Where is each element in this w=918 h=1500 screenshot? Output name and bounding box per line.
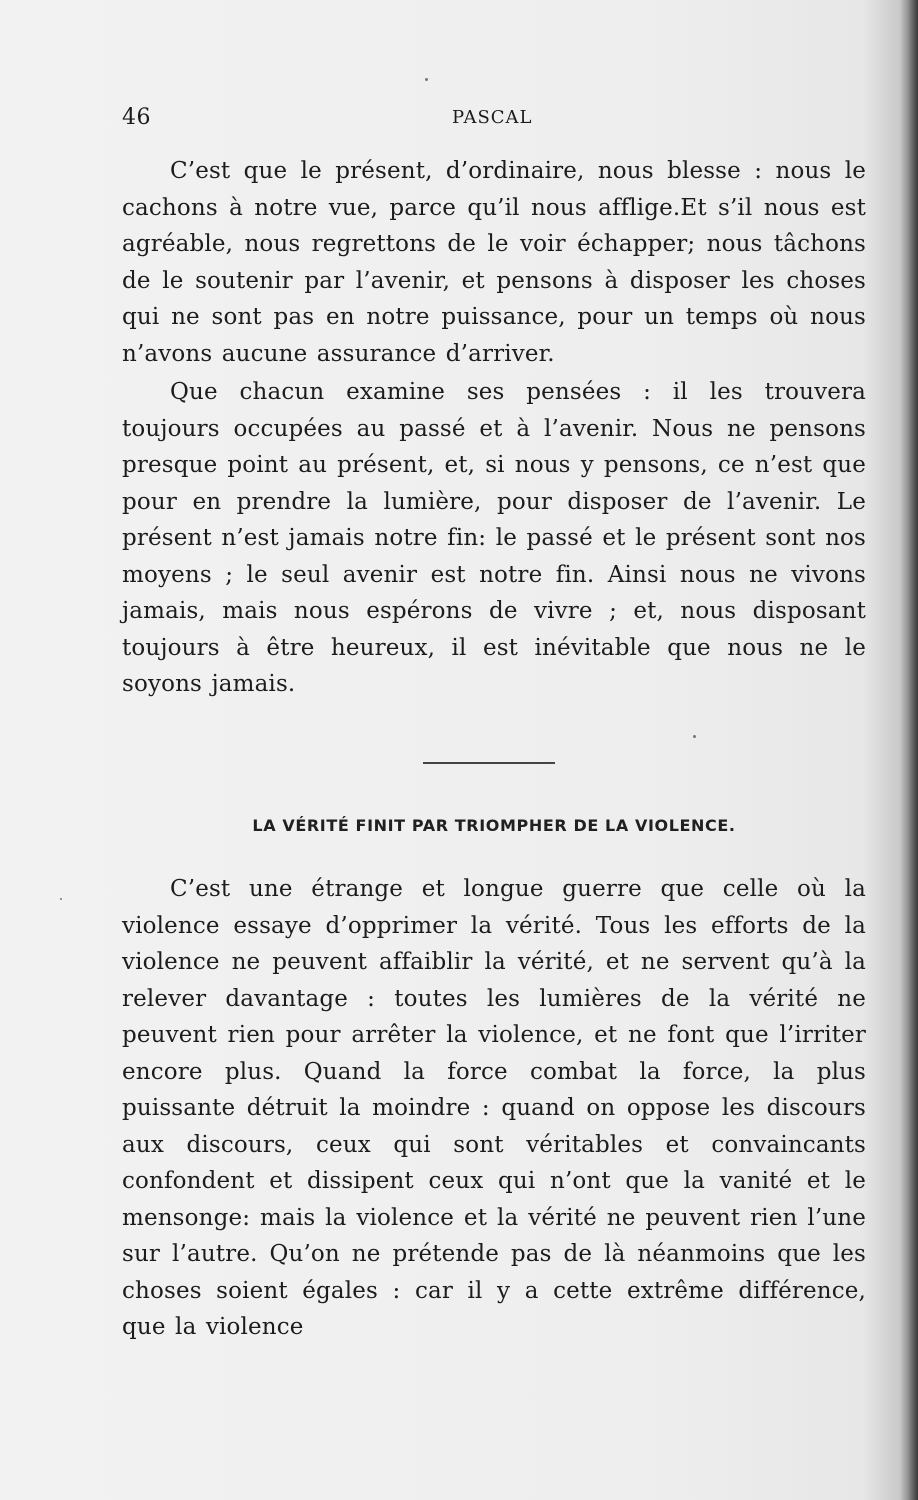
running-head: PASCAL <box>452 107 533 128</box>
section-divider <box>423 762 555 764</box>
paragraph: Que chacun examine ses pensées : il les trouvera toujours occupées au passé et à l’avenir. Nous ne pensons presque point au présent, et, si nous y pensons, ce n’est que pour en prendre la lumière, pour disposer de l’avenir. Le présent n’est jamais notre fin: le passé et le présent sont nos moyens ; le seul avenir est notre fin. Ainsi nous ne vivons jamais, mais nous espérons de vivre ; et, nous disposant toujours à être heureux, il est inévitable que nous ne le soyons jamais. <box>122 379 866 697</box>
section-heading: LA VÉRITÉ FINIT PAR TRIOMPHER DE LA VIOLENCE. <box>252 816 736 835</box>
page-header <box>122 104 866 132</box>
page-number: 46 <box>122 105 151 130</box>
section-one-text <box>122 153 866 703</box>
paper-speck <box>693 735 696 738</box>
paper-speck <box>425 78 428 81</box>
paragraph: C’est une étrange et longue guerre que celle où la violence essaye d’opprimer la vérité. Tous les efforts de la violence ne peuvent affaiblir la vérité, et ne servent qu’à la relever davantage : toutes les lumières de la vérité ne peuvent rien pour arrêter la violence, et ne font que l’irriter encore plus. Quand la force combat la force, la plus puissante détruit la moindre : quand on oppose les discours aux discours, ceux qui sont véritables et convaincants confondent et dissipent ceux qui n’ont que la vanité et le mensonge: mais la violence et la vérité ne peuvent rien l’une sur l’autre. Qu’on ne prétende pas de là néanmoins que les choses soient égales : car il y a cette extrême différence, que la violence <box>122 876 866 1340</box>
paper-speck <box>60 898 62 900</box>
section-two-text <box>122 871 866 1346</box>
page-edge-shadow <box>900 0 918 1500</box>
paragraph: C’est que le présent, d’ordinaire, nous blesse : nous le cachons à notre vue, parce qu’il nous afflige.Et s’il nous est agréable, nous regrettons de le voir échapper; nous tâchons de le soutenir par l’avenir, et pensons à disposer les choses qui ne sont pas en notre puissance, pour un temps où nous n’avons aucune assurance d’arriver. <box>122 158 866 367</box>
